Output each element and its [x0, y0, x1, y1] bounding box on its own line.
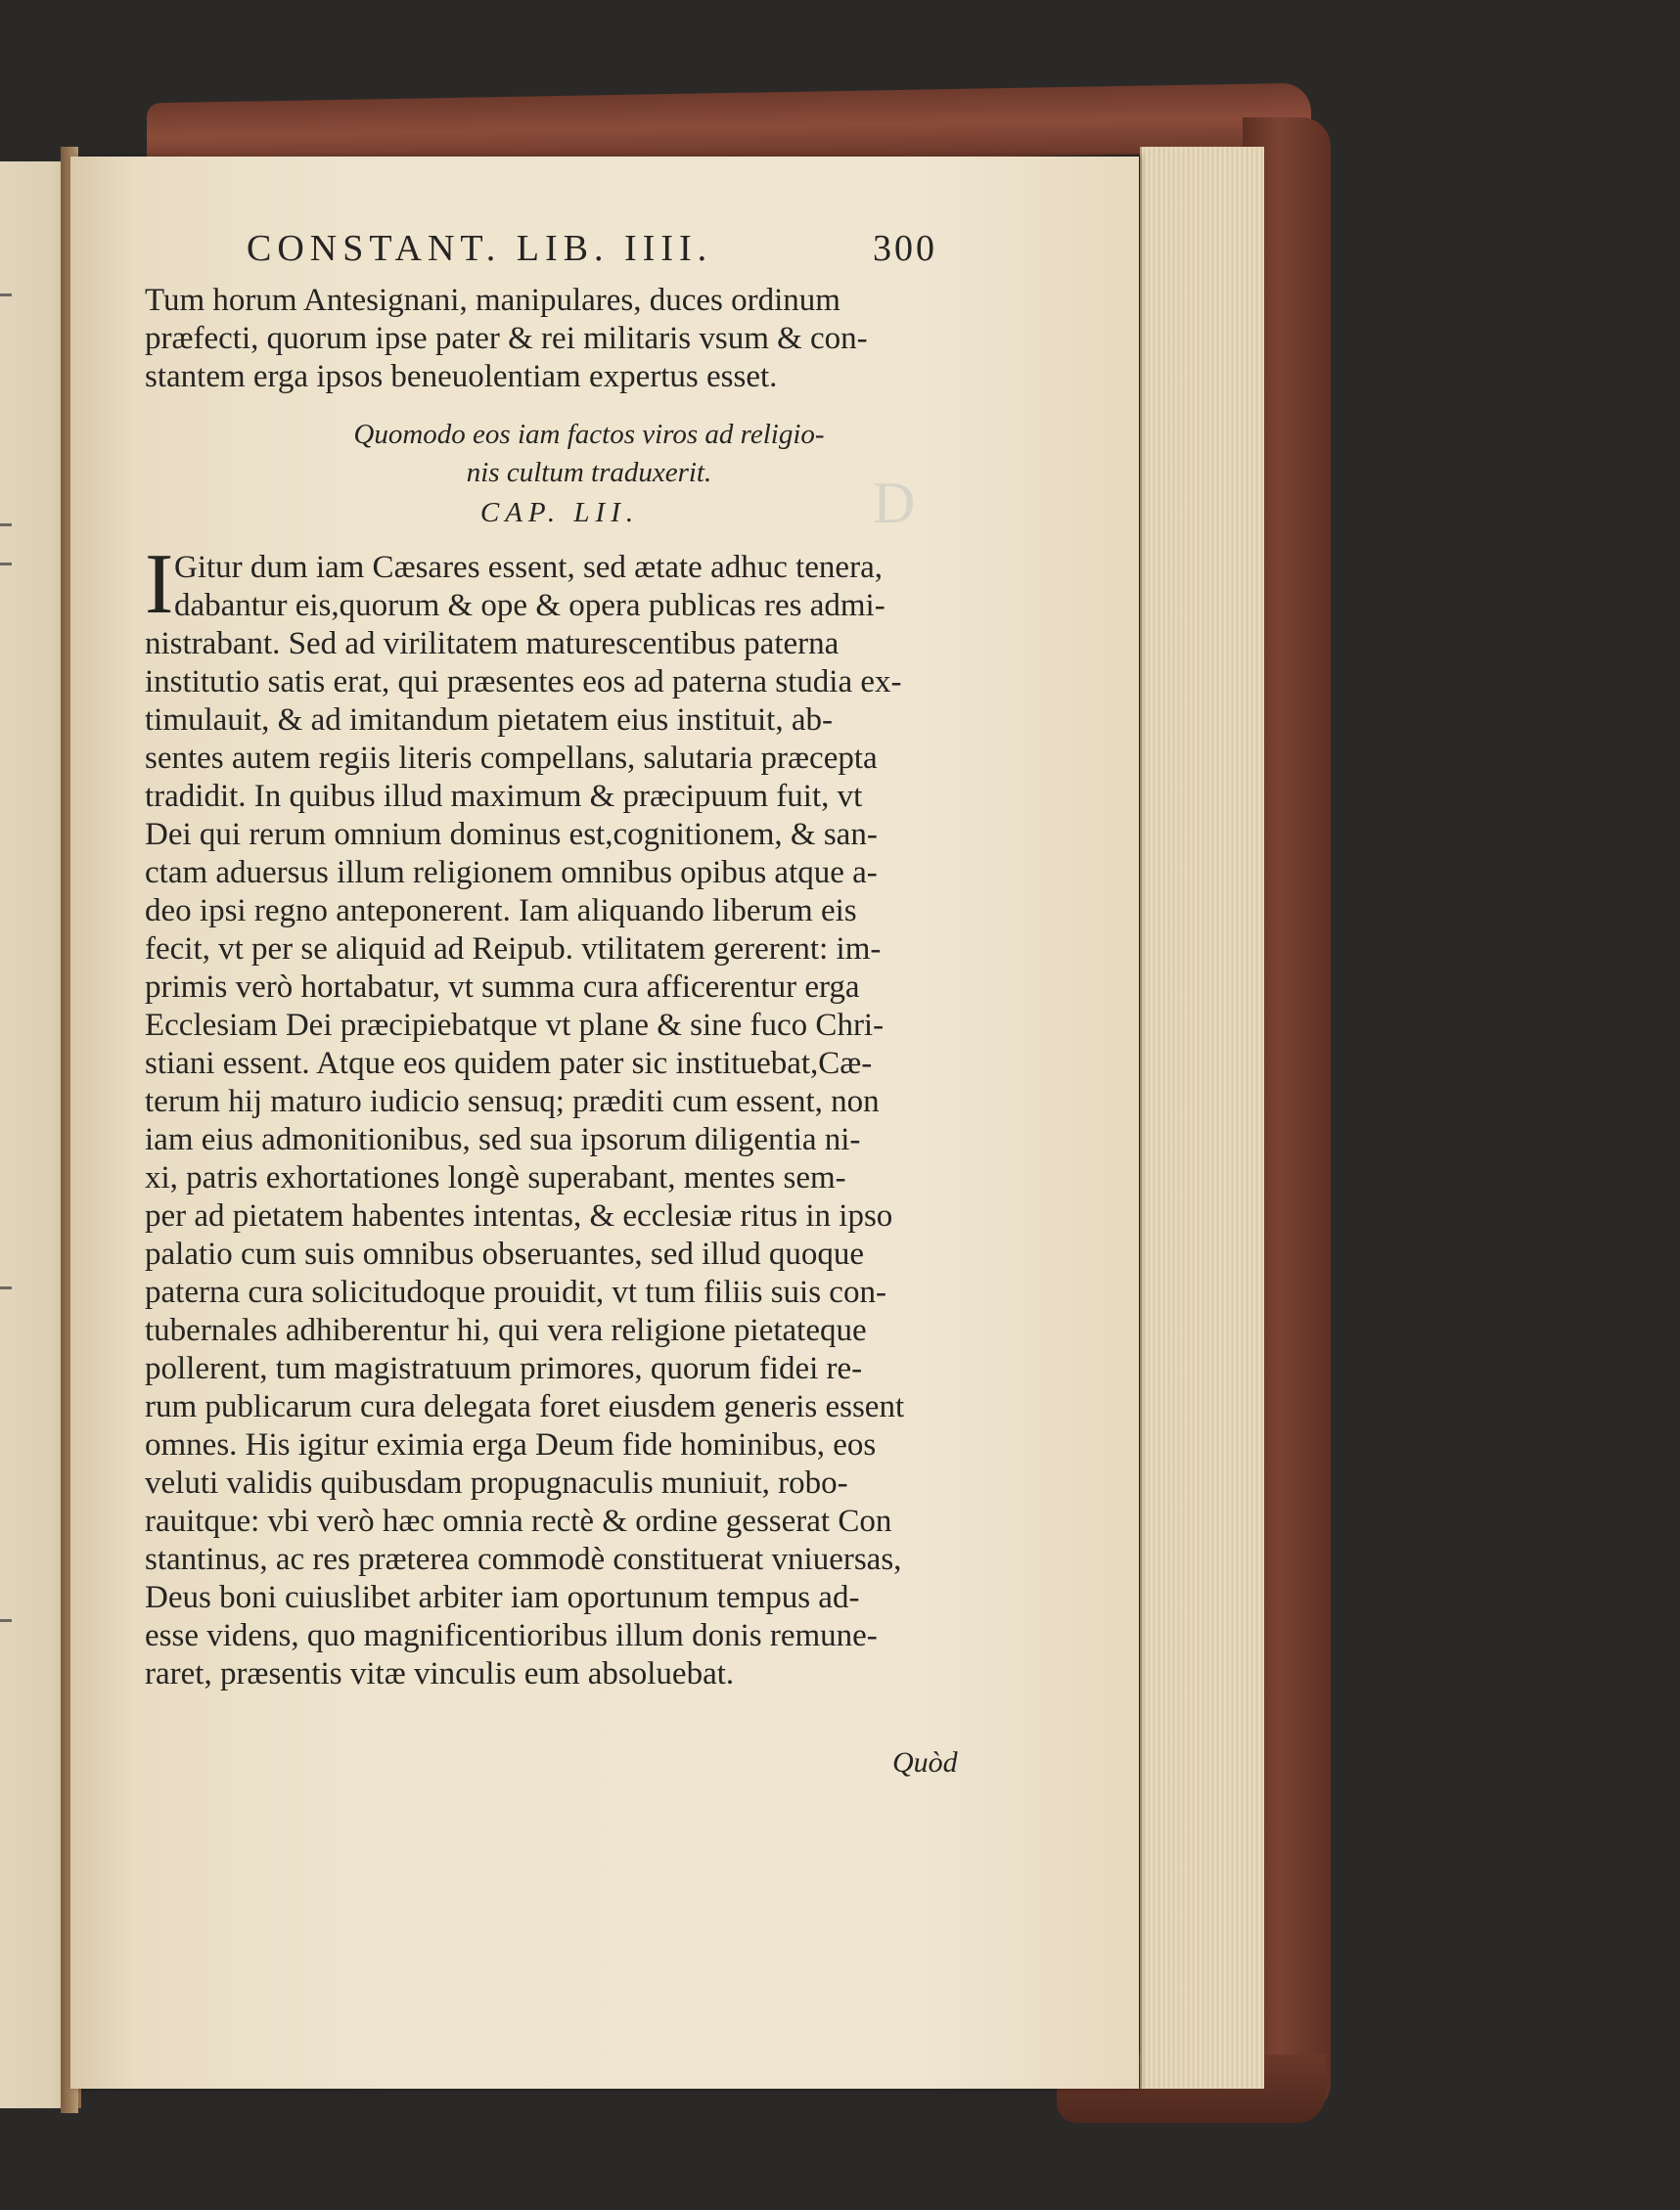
running-title: CONSTANT. LIB. IIII.	[247, 228, 713, 269]
text-line: xi, patris exhortationes longè superabant, mentes sem-	[145, 1160, 846, 1195]
text-line: nistrabant. Sed ad virilitatem maturescentibus paterna	[145, 626, 840, 661]
book-page	[70, 157, 1139, 2089]
text-line: rauitque: vbi verò hæc omnia rectè & ordine gesserat Con	[145, 1504, 892, 1539]
text-line: palatio cum suis omnibus obseruantes, sed illud quoque	[145, 1237, 865, 1272]
page-number: 300	[873, 228, 937, 269]
text-line: præfecti, quorum ipse pater & rei militaris vsum & con-	[145, 321, 868, 356]
chapter-number: CAP. LII.	[479, 497, 640, 528]
text-line: tubernales adhiberentur hi, qui vera religione pietateque	[145, 1313, 867, 1348]
text-line: primis verò hortabatur, vt summa cura afficerentur erga	[145, 970, 860, 1005]
heading-line: Quomodo eos iam factos viros ad religio-	[353, 419, 825, 450]
text-line: institutio satis erat, qui præsentes eos ad paterna studia ex-	[145, 664, 902, 699]
facing-page-mark	[0, 563, 12, 565]
text-line: stiani essent. Atque eos quidem pater sic instituebat,Cæ-	[145, 1046, 873, 1081]
text-line: per ad pietatem habentes intentas, & ecclesiæ ritus in ipso	[145, 1198, 893, 1234]
text-line: stantinus, ac res præterea commodè constituerat vniuersas,	[145, 1542, 902, 1577]
text-line: omnes. His igitur eximia erga Deum fide hominibus, eos	[145, 1427, 877, 1463]
text-line: rum publicarum cura delegata foret eiusdem generis essent	[145, 1389, 905, 1424]
text-line: veluti validis quibusdam propugnaculis muniuit, robo-	[145, 1466, 848, 1501]
text-line: Dei qui rerum omnium dominus est,cognitionem, & san-	[145, 817, 878, 852]
show-through-mark: D	[873, 471, 916, 535]
text-line: sentes autem regiis literis compellans, salutaria præcepta	[145, 741, 878, 776]
text-line: stantem erga ipsos beneuolentiam expertus esset.	[145, 359, 778, 394]
text-line: fecit, vt per se aliquid ad Reipub. vtilitatem gererent: im-	[145, 931, 882, 967]
chapter-heading	[237, 416, 941, 492]
text-line: Ecclesiam Dei præcipiebatque vt plane & sine fuco Chri-	[145, 1008, 885, 1043]
text-line: pollerent, tum magistratuum primores, quorum fidei re-	[145, 1351, 863, 1386]
text-line: deo ipsi regno anteponerent. Iam aliquando liberum eis	[145, 893, 857, 928]
intro-paragraph	[145, 282, 1045, 396]
drop-cap: I	[145, 537, 174, 632]
text-line: tradidit. In quibus illud maximum & præcipuum fuit, vt	[145, 779, 863, 814]
text-line: ctam aduersus illum religionem omnibus opibus atque a-	[145, 855, 878, 890]
text-line: esse videns, quo magnificentioribus illum donis remune-	[145, 1618, 878, 1653]
main-paragraph	[145, 549, 1045, 1693]
text-line: paterna cura solicitudoque prouidit, vt tum filiis suis con-	[145, 1275, 886, 1310]
facing-page-mark	[0, 293, 12, 296]
catchword: Quòd	[892, 1746, 958, 1779]
facing-page-mark	[0, 1286, 12, 1289]
text-line: Deus boni cuiuslibet arbiter iam oportunum tempus ad-	[145, 1580, 860, 1615]
heading-line: nis cultum traduxerit.	[466, 457, 712, 488]
facing-page-mark	[0, 1619, 12, 1622]
text-line: timulauit, & ad imitandum pietatem eius instituit, ab-	[145, 702, 833, 738]
running-header	[247, 227, 1029, 278]
text-line: dabantur eis,quorum & ope & opera publicas res admi-	[174, 588, 885, 623]
text-line: iam eius admonitionibus, sed sua ipsorum diligentia ni-	[145, 1122, 861, 1157]
facing-page-mark	[0, 523, 12, 526]
text-line: raret, præsentis vitæ vinculis eum absoluebat.	[145, 1656, 735, 1691]
text-line: terum hij maturo iudicio sensuq; præditi cum essent, non	[145, 1084, 880, 1119]
text-line: Gitur dum iam Cæsares essent, sed ætate adhuc tenera,	[174, 550, 883, 585]
page-edges	[1140, 147, 1264, 2089]
text-line: Tum horum Antesignani, manipulares, duces ordinum	[145, 283, 840, 318]
